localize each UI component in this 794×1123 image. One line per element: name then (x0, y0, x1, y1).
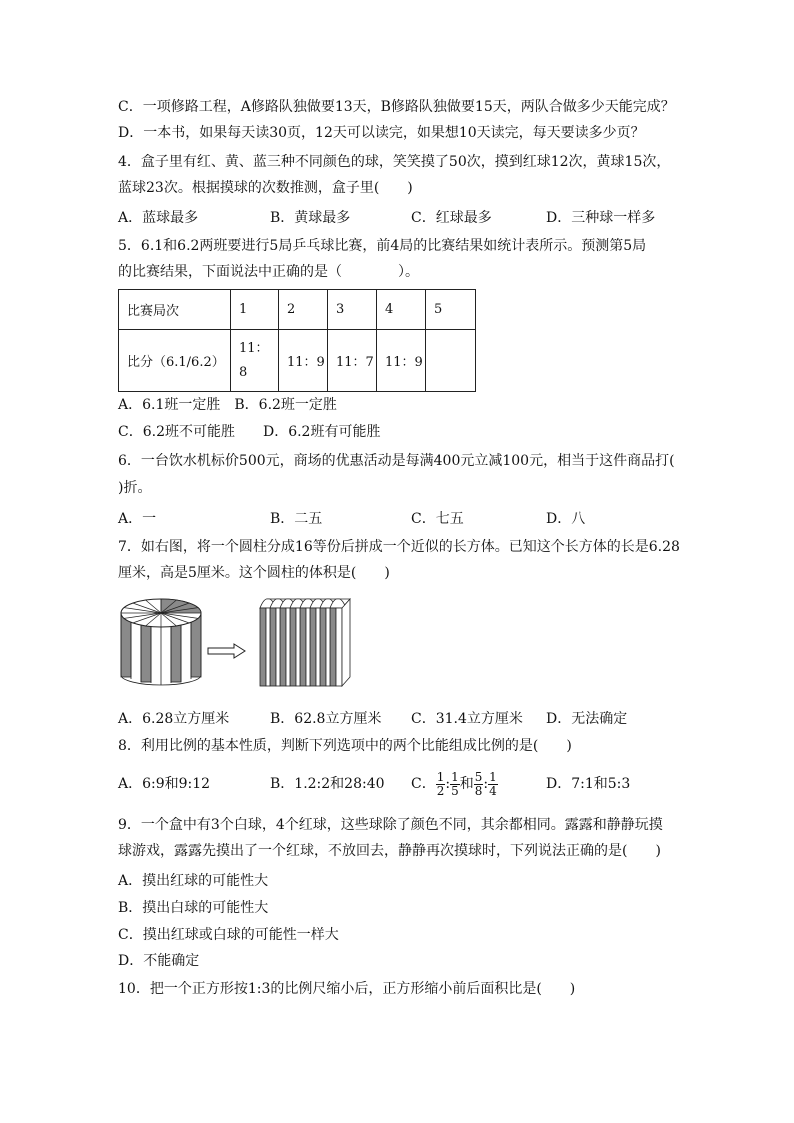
table-cell: 比分（6.1/6.2） (119, 330, 231, 392)
table-cell (426, 330, 476, 392)
q6-option-d: D．八 (546, 511, 586, 527)
fraction (450, 771, 460, 798)
score-table (118, 289, 476, 392)
q7-option-c: C．31.4立方厘米 (411, 711, 523, 727)
right-arrow-icon (206, 641, 248, 661)
q8-option-c (411, 763, 498, 805)
fraction (488, 771, 498, 798)
numerator: 1 (489, 769, 497, 784)
denominator: 4 (489, 783, 497, 798)
q9-option-d: D．不能确定 (118, 953, 200, 969)
q5-options-cd: C．6.2班不可能胜 D．6.2班有可能胜 (118, 424, 381, 440)
q7-option-a: A．6.28立方厘米 (118, 711, 230, 727)
q10-text: 10．把一个正方形按1:3的比例尺缩小后，正方形缩小前后面积比是( ) (118, 981, 576, 997)
q6-text-line2: )折。 (118, 480, 152, 496)
numerator: 5 (474, 769, 483, 784)
q9-option-c: C．摸出红球或白球的可能性一样大 (118, 927, 339, 943)
q9-text-line2: 球游戏，露露先摸出了一个红球，不放回去，静静再次摸球时，下列说法正确的是( ) (118, 843, 661, 859)
table-cell: 3 (328, 290, 377, 330)
q6-option-b: B．二五 (270, 511, 323, 527)
fraction (436, 771, 446, 798)
q6-option-a: A．一 (118, 511, 157, 527)
table-cell: 2 (279, 290, 328, 330)
numerator: 1 (451, 769, 459, 784)
q3-option-d: D．一本书，如果每天读30页，12天可以读完，如果想10天读完，每天要读多少页？ (118, 125, 645, 141)
denominator: 8 (474, 783, 483, 798)
q9-text-line1: 9．一个盒中有3个白球，4个红球，这些球除了颜色不同，其余都相同。露露和静静玩摸 (118, 817, 663, 833)
q8-option-d: D．7:1和5:3 (546, 776, 631, 792)
q6-text-line1: 6．一台饮水机标价500元，商场的优惠活动是每满400元立减100元，相当于这件商品打( (118, 453, 675, 469)
cylinder-figure (116, 590, 206, 698)
and-word: 和 (459, 776, 474, 792)
q7-text-line1: 7．如右图，将一个圆柱分成16等份后拼成一个近似的长方体。已知这个长方体的长是6.28 (118, 539, 680, 555)
q8-option-a: A．6:9和9:12 (118, 776, 211, 792)
q9-option-a: A．摸出红球的可能性大 (118, 873, 269, 889)
q8-option-b: B．1.2:2和28:40 (270, 776, 385, 792)
table-row (119, 330, 476, 392)
table-cell: 11： 8 (231, 330, 279, 392)
denominator: 2 (436, 783, 445, 798)
q7-option-d: D．无法确定 (546, 711, 628, 727)
q8-text: 8．利用比例的基本性质，判断下列选项中的两个比能组成比例的是( ) (118, 738, 572, 754)
q4-option-d: D．三种球一样多 (546, 210, 656, 226)
table-header-row (119, 290, 476, 330)
table-cell: 比赛局次 (119, 290, 231, 330)
fraction (474, 771, 484, 798)
q5-options-ab: A．6.1班一定胜 B．6.2班一定胜 (118, 397, 337, 413)
table-cell: 4 (377, 290, 426, 330)
table-cell: 11：9 (377, 330, 426, 392)
q4-text-line2: 蓝球23次。根据摸球的次数推测，盒子里( ) (118, 180, 413, 196)
q3-option-c: C．一项修路工程，A修路队独做要13天，B修路队独做要15天，两队合做多少天能完成？ (118, 99, 675, 115)
q7-text-line2: 厘米，高是5厘米。这个圆柱的体积是( ) (118, 565, 390, 581)
denominator: 5 (451, 783, 459, 798)
numerator: 1 (436, 769, 445, 784)
table-cell: 11：9 (279, 330, 328, 392)
q6-option-c: C．七五 (411, 511, 464, 527)
table-cell: 1 (231, 290, 279, 330)
q5-text-line1: 5．6.1和6.2两班要进行5局乒乓球比赛，前4局的比赛结果如统计表所示。预测第5局 (118, 238, 647, 254)
cuboid-figure (254, 594, 354, 692)
q9-option-b: B．摸出白球的可能性大 (118, 900, 269, 916)
q4-option-a: A．蓝球最多 (118, 210, 199, 226)
q4-option-c: C．红球最多 (411, 210, 492, 226)
colon: : (445, 776, 451, 792)
q4-option-b: B．黄球最多 (270, 210, 351, 226)
q7-option-b: B．62.8立方厘米 (270, 711, 382, 727)
q5-text-line2: 的比赛结果，下面说法中正确的是（ ）。 (118, 264, 419, 280)
table-cell: 11：7 (328, 330, 377, 392)
table-cell: 5 (426, 290, 476, 330)
colon: : (483, 776, 489, 792)
q4-text-line1: 4．盒子里有红、黄、蓝三种不同颜色的球，笑笑摸了50次，摸到红球12次，黄球15次， (118, 154, 671, 170)
q8-option-c-label: C． (411, 776, 436, 792)
